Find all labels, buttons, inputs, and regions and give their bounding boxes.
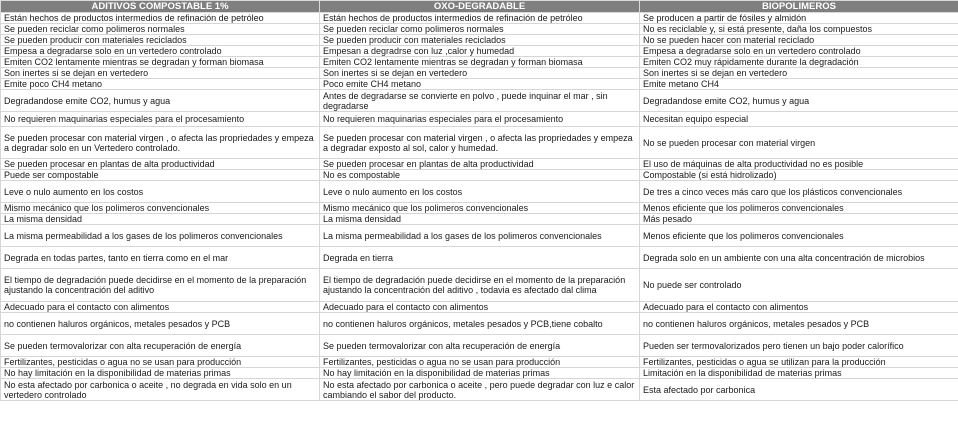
- table-row: [1, 214, 958, 225]
- table-row: [1, 57, 958, 68]
- table-cell: Adecuado para el contacto con alimentos: [320, 302, 640, 313]
- table-cell: Esta afectado por carbonica: [640, 379, 958, 401]
- table-cell: Antes de degradarse se convierte en polvo , puede inquinar el mar , sin degradarse: [320, 90, 640, 112]
- table-cell: Son inertes si se dejan en vertedero: [1, 68, 320, 79]
- table-row: [1, 313, 958, 335]
- table-cell: Se pueden producir con materiales reciclados: [320, 35, 640, 46]
- table-cell: Limitación en la disponibilidad de materias primas: [640, 368, 958, 379]
- table-row: [1, 46, 958, 57]
- table-cell: Adecuado para el contacto con alimentos: [640, 302, 958, 313]
- table-cell: Se pueden reciclar como polimeros normales: [1, 24, 320, 35]
- table-cell: Adecuado para el contacto con alimentos: [1, 302, 320, 313]
- table-cell: Degrada solo en un ambiente con una alta concentración de microbios: [640, 247, 958, 269]
- table-cell: No requieren maquinarias especiales para el procesamiento: [1, 112, 320, 127]
- table-cell: No hay limitación en la disponibilidad de materias primas: [1, 368, 320, 379]
- table-cell: Degrada en todas partes, tanto en tierra como en el mar: [1, 247, 320, 269]
- table-cell: Pueden ser termovalorizados pero tienen un bajo poder calorífico: [640, 335, 958, 357]
- table-cell: Empesan a degradrse con luz ,calor y humedad: [320, 46, 640, 57]
- table-cell: Son inertes si se dejan en vertedero: [320, 68, 640, 79]
- table-cell: La misma densidad: [1, 214, 320, 225]
- header-biopolimeros: BIOPOLIMEROS: [640, 1, 958, 13]
- table-cell: Más pesado: [640, 214, 958, 225]
- table-cell: Degrada en tierra: [320, 247, 640, 269]
- header-oxo-degradable: OXO-DEGRADABLE: [320, 1, 640, 13]
- table-cell: La misma permeabilidad a los gases de los polimeros convencionales: [1, 225, 320, 247]
- table-cell: De tres a cinco veces más caro que los plásticos convencionales: [640, 181, 958, 203]
- table-cell: no contienen haluros orgánicos, metales pesados y PCB: [1, 313, 320, 335]
- table-cell: Fertilizantes, pesticidas o agua se utilizan para la producción: [640, 357, 958, 368]
- table-cell: Se pueden termovalorizar con alta recuperación de energía: [1, 335, 320, 357]
- table-cell: No se pueden procesar con material virgen: [640, 127, 958, 159]
- table-cell: No es reciclable y, si está presente, daña los compuestos: [640, 24, 958, 35]
- table-cell: Son inertes si se dejan en vertedero: [640, 68, 958, 79]
- table-row: [1, 379, 958, 401]
- table-row: [1, 247, 958, 269]
- table-cell: Empesa a degradarse solo en un vertedero controlado: [640, 46, 958, 57]
- table-cell: Poco emite CH4 metano: [320, 79, 640, 90]
- table-cell: La misma densidad: [320, 214, 640, 225]
- table-row: [1, 35, 958, 46]
- table-cell: No se pueden hacer con material reciclado: [640, 35, 958, 46]
- table-cell: Mismo mecánico que los polimeros convencionales: [320, 203, 640, 214]
- table-cell: Compostable (si está hidrolizado): [640, 170, 958, 181]
- table-cell: Se pueden reciclar como polimeros normales: [320, 24, 640, 35]
- table-row: [1, 127, 958, 159]
- table-cell: No es compostable: [320, 170, 640, 181]
- table-cell: La misma permeabilidad a los gases de los polimeros convencionales: [320, 225, 640, 247]
- table-cell: Leve o nulo aumento en los costos: [320, 181, 640, 203]
- table-row: [1, 79, 958, 90]
- table-cell: Emite poco CH4 metano: [1, 79, 320, 90]
- table-cell: No requieren maquinarias especiales para el procesamiento: [320, 112, 640, 127]
- table-row: [1, 159, 958, 170]
- table-cell: Degradandose emite CO2, humus y agua: [1, 90, 320, 112]
- table-row: [1, 90, 958, 112]
- table-cell: Se pueden producir con materiales reciclados: [1, 35, 320, 46]
- table-cell: Empesa a degradarse solo en un vertedero controlado: [1, 46, 320, 57]
- table-cell: Menos eficiente que los polimeros convencionales: [640, 203, 958, 214]
- table-cell: Están hechos de productos intermedios de refinación de petróleo: [320, 13, 640, 24]
- table-cell: Emiten CO2 muy rápidamente durante la degradación: [640, 57, 958, 68]
- table-cell: Se pueden procesar en plantas de alta productividad: [1, 159, 320, 170]
- table-row: [1, 357, 958, 368]
- table-row: [1, 181, 958, 203]
- table-row: [1, 368, 958, 379]
- table-cell: Se pueden termovalorizar con alta recuperación de energía: [320, 335, 640, 357]
- table-cell: Emiten CO2 lentamente mientras se degradan y forman biomasa: [1, 57, 320, 68]
- table-cell: Emite metano CH4: [640, 79, 958, 90]
- table-cell: No esta afectado por carbonica o aceite , pero puede degradar con luz e calor cambiando el sabor del producto.: [320, 379, 640, 401]
- table-cell: Fertilizantes, pesticidas o agua no se usan para producción: [320, 357, 640, 368]
- header-row: [1, 1, 958, 13]
- table-row: [1, 13, 958, 24]
- table-cell: Degradandose emite CO2, humus y agua: [640, 90, 958, 112]
- table-cell: Se pueden procesar con material virgen , o afecta las propriedades y empeza a degradar exposto al sol, calor y humedad.: [320, 127, 640, 159]
- table-cell: No hay limitación en la disponibilidad de materias primas: [320, 368, 640, 379]
- table-cell: Se pueden procesar con material virgen , o afecta las propriedades y empeza a degradar solo en un Vertedero controlado.: [1, 127, 320, 159]
- table-row: [1, 170, 958, 181]
- table-row: [1, 203, 958, 214]
- table-cell: no contienen haluros orgánicos, metales pesados y PCB,tiene cobalto: [320, 313, 640, 335]
- table-cell: Leve o nulo aumento en los costos: [1, 181, 320, 203]
- table-cell: Necesitan equipo especial: [640, 112, 958, 127]
- table-row: [1, 335, 958, 357]
- table-cell: El tiempo de degradación puede decidirse en el momento de la preparación ajustando la concentración del aditivo: [1, 269, 320, 302]
- table-cell: Se pueden procesar en plantas de alta productividad: [320, 159, 640, 170]
- table-cell: Están hechos de productos intermedios de refinación de petróleo: [1, 13, 320, 24]
- table-cell: El tiempo de degradación puede decidirse en el momento de la preparación ajustando la concentración del aditivo , todavia es afectado dal clima: [320, 269, 640, 302]
- header-aditivos-compostable: ADITIVOS COMPOSTABLE 1%: [1, 1, 320, 13]
- table-cell: no contienen haluros orgánicos, metales pesados y PCB: [640, 313, 958, 335]
- table-row: [1, 302, 958, 313]
- table-cell: No esta afectado por carbonica o aceite , no degrada en vida solo en un vertedero controlado: [1, 379, 320, 401]
- table-cell: Fertilizantes, pesticidas o agua no se usan para producción: [1, 357, 320, 368]
- table-row: [1, 68, 958, 79]
- table-cell: No puede ser controlado: [640, 269, 958, 302]
- table-cell: Menos eficiente que los polimeros convencionales: [640, 225, 958, 247]
- table-cell: El uso de máquinas de alta productividad no es posible: [640, 159, 958, 170]
- table-row: [1, 225, 958, 247]
- table-cell: Mismo mecánico que los polimeros convencionales: [1, 203, 320, 214]
- table-cell: Puede ser compostable: [1, 170, 320, 181]
- table-row: [1, 269, 958, 302]
- table-row: [1, 24, 958, 35]
- table-cell: Emiten CO2 lentamente mientras se degradan y forman biomasa: [320, 57, 640, 68]
- table-body: [1, 13, 958, 401]
- table-cell: Se producen a partir de fósiles y almidón: [640, 13, 958, 24]
- table-row: [1, 112, 958, 127]
